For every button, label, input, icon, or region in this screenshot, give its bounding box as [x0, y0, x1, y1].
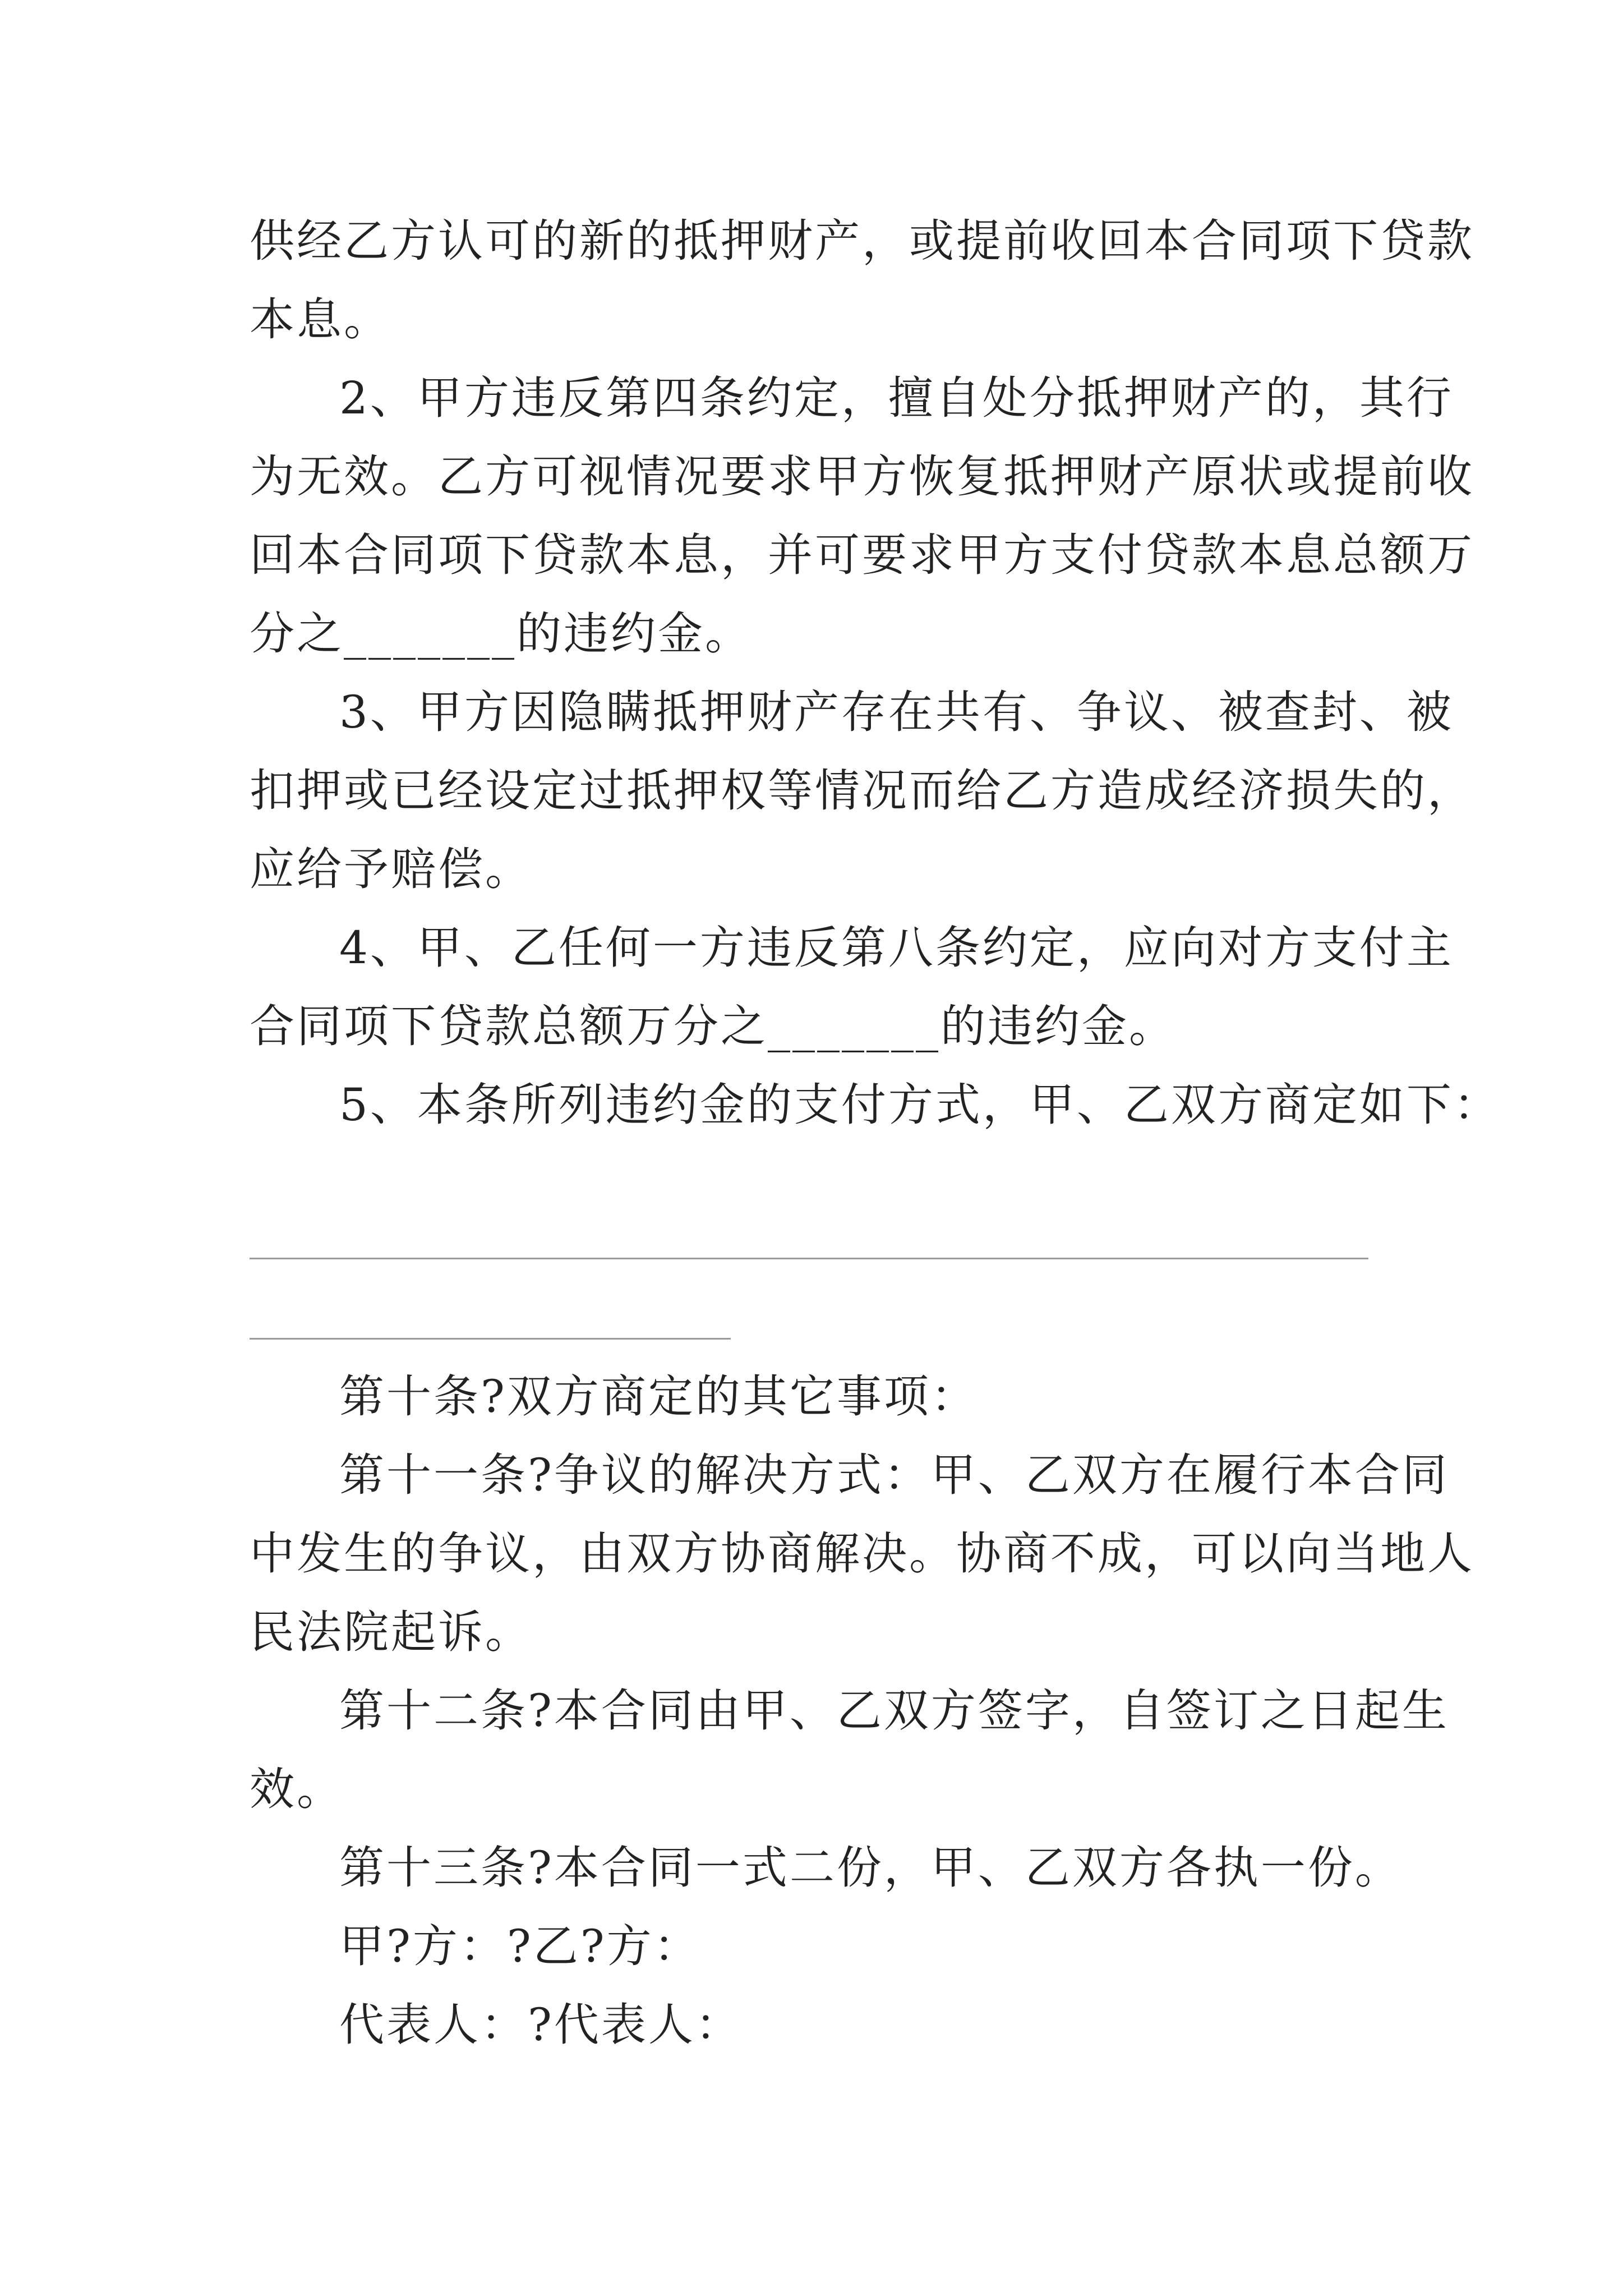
- article-12: 第十二条?本合同由甲、乙双方签字，自签订之日起生: [339, 1685, 1449, 1737]
- text-line: 为无效。乙方可视情况要求甲方恢复抵押财产原状或提前收: [250, 450, 1474, 503]
- clause-item-5: 5、本条所列违约金的支付方式，甲、乙双方商定如下：: [339, 1079, 1501, 1131]
- blank-fill-line: [250, 1338, 731, 1340]
- text-line: 合同项下贷款总额万分之_______的违约金。: [250, 1000, 1176, 1052]
- text-line: 民法院起诉。: [250, 1606, 532, 1658]
- clause-item-3: 3、甲方因隐瞒抵押财产存在共有、争议、被查封、被: [339, 686, 1454, 738]
- clause-item-2: 2、甲方违反第四条约定，擅自处分抵押财产的，其行: [339, 372, 1454, 424]
- text-line: 中发生的争议，由双方协商解决。协商不成，可以向当地人: [250, 1527, 1474, 1580]
- article-13: 第十三条?本合同一式二份，甲、乙双方各执一份。: [339, 1842, 1402, 1894]
- signature-representative-line: 代表人：?代表人：: [339, 1999, 743, 2051]
- text-line: 分之_______的违约金。: [250, 608, 752, 660]
- clause-item-4: 4、甲、乙任何一方违反第八条约定，应向对方支付主: [339, 922, 1454, 974]
- signature-party-line: 甲?方：?乙?方：: [339, 1920, 701, 1972]
- article-11: 第十一条?争议的解决方式：甲、乙双方在履行本合同: [339, 1449, 1449, 1501]
- text-line: 本息。: [250, 293, 391, 346]
- text-line: 扣押或已经设定过抵押权等情况而给乙方造成经济损失的，: [250, 765, 1474, 817]
- text-line: 应给予赔偿。: [250, 843, 532, 895]
- article-10: 第十条?双方商定的其它事项：: [339, 1370, 978, 1423]
- text-line: 回本合同项下贷款本息，并可要求甲方支付贷款本息总额万: [250, 529, 1474, 581]
- text-line: 供经乙方认可的新的抵押财产，或提前收回本合同项下贷款: [250, 215, 1474, 267]
- text-line: 效。: [250, 1763, 344, 1815]
- blank-fill-line: [250, 1258, 1368, 1259]
